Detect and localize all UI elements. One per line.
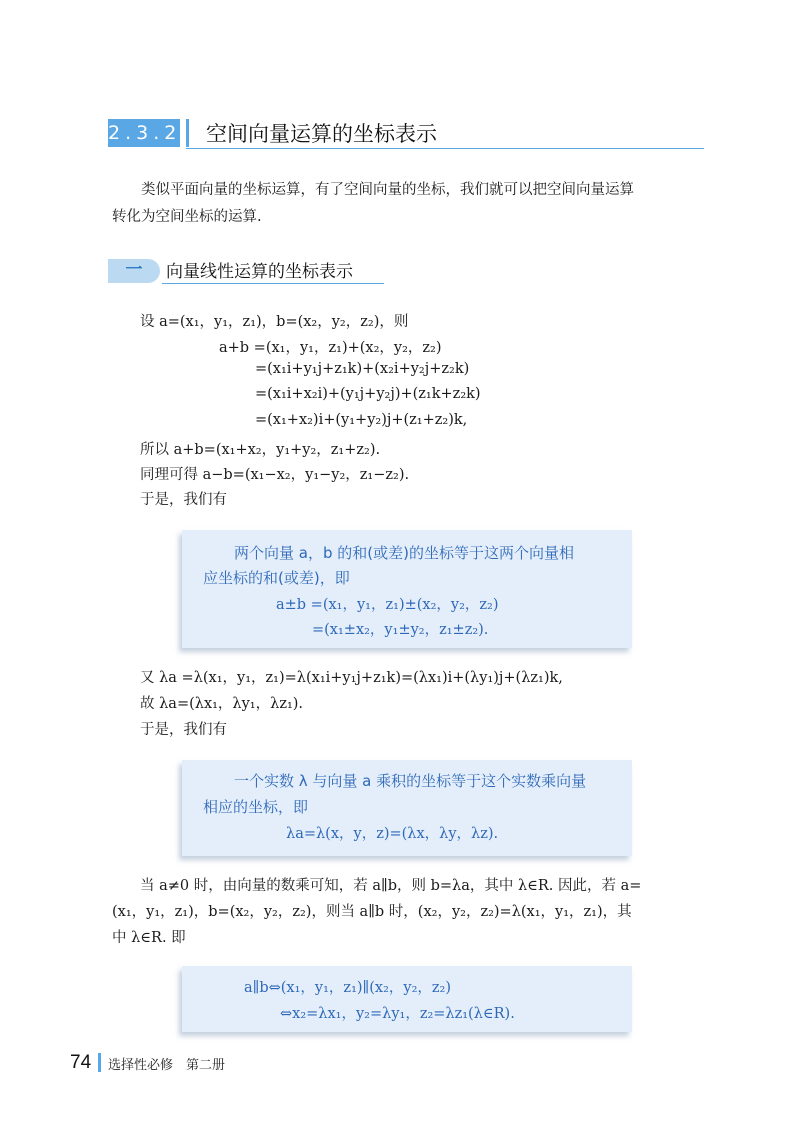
sum-rule-formula: =(x₁±x₂，y₁±y₂，z₁±z₂). [312,622,489,638]
page-number: 74 [70,1052,92,1073]
scalar-line: 故 λa=(λx₁，λy₁，λz₁). [140,696,304,712]
parallel-line: 中 λ∈R. 即 [112,930,186,946]
sum-rule-text: 应坐标的和(或差)，即 [203,569,350,587]
sum-rule-text: 两个向量 a，b 的和(或差)的坐标等于这两个向量相 [234,544,574,562]
parallel-line: (x₁，y₁，z₁)，b=(x₂，y₂，z₂)，则当 a∥b 时，(x₂，y₂，z₂)=λ(x₁，y₁，z₁)，其 [112,904,632,920]
section-divider-bar [186,119,189,147]
subsection-title: 向量线性运算的坐标表示 [166,262,353,282]
derivation-line: 同理可得 a−b=(x₁−x₂，y₁−y₂，z₁−z₂). [140,467,410,483]
footer-divider-bar [98,1053,101,1072]
book-title: 选择性必修 第二册 [108,1058,226,1073]
parallel-line: 当 a≠0 时，由向量的数乘可知，若 a∥b，则 b=λa，其中 λ∈R. 因此，若 a= [140,878,642,894]
derivation-line: 设 a=(x₁，y₁，z₁)，b=(x₂，y₂，z₂)，则 [140,314,409,330]
scalar-line: 于是，我们有 [140,722,227,738]
parallel-rule-formula: ⇔x₂=λx₁，y₂=λy₁，z₂=λz₁(λ∈R). [280,1006,515,1022]
derivation-line: a+b =(x₁，y₁，z₁)+(x₂，y₂，z₂) [219,340,442,356]
section-number-badge: 2.3.2 [108,119,180,147]
derivation-line: 所以 a+b=(x₁+x₂，y₁+y₂，z₁+z₂). [140,442,381,458]
scalar-rule-formula: λa=λ(x，y，z)=(λx，λy，λz). [286,826,499,842]
subsection-number-badge: 一 [108,259,160,283]
section-title: 空间向量运算的坐标表示 [206,122,437,146]
scalar-line: 又 λa =λ(x₁，y₁，z₁)=λ(x₁i+y₁j+z₁k)=(λx₁)i+(λy₁)j+(λz₁)k, [140,670,563,686]
parallel-rule-formula: a∥b⇔(x₁，y₁，z₁)∥(x₂，y₂，z₂) [244,980,451,996]
intro-line: 转化为空间坐标的运算. [112,209,262,225]
derivation-line: =(x₁+x₂)i+(y₁+y₂)j+(z₁+z₂)k, [255,412,468,428]
intro-line: 类似平面向量的坐标运算，有了空间向量的坐标，我们就可以把空间向量运算 [141,182,634,198]
sum-rule-formula: a±b =(x₁，y₁，z₁)±(x₂，y₂，z₂) [276,597,499,613]
intro-paragraph [112,177,708,231]
scalar-rule-text: 相应的坐标，即 [203,798,309,816]
section-underline [186,148,704,149]
scalar-rule-text: 一个实数 λ 与向量 a 乘积的坐标等于这个实数乘向量 [234,772,587,790]
derivation-line: =(x₁i+x₂i)+(y₁j+y₂j)+(z₁k+z₂k) [255,386,481,402]
subsection-underline [162,283,384,284]
derivation-line: 于是，我们有 [140,492,227,508]
derivation-line: =(x₁i+y₁j+z₁k)+(x₂i+y₂j+z₂k) [255,361,470,377]
